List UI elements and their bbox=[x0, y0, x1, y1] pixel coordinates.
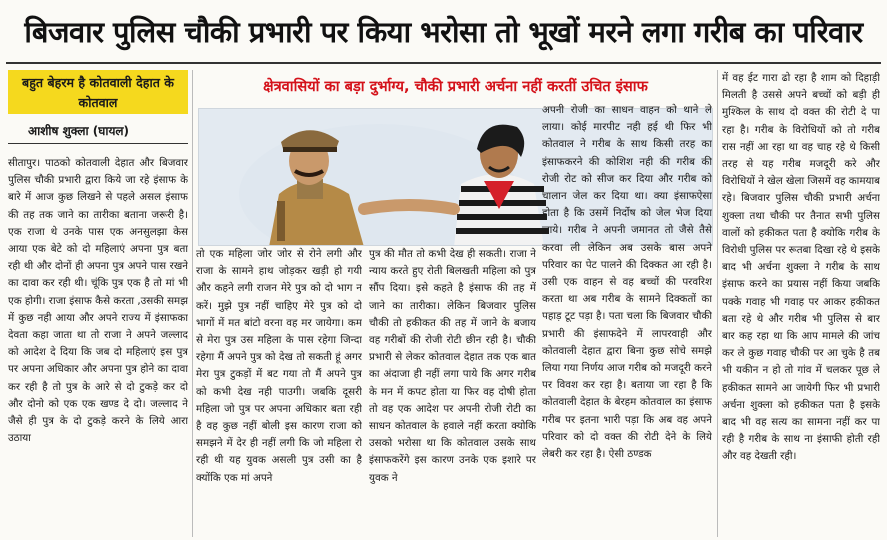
article-column-3: पुत्र की मौत तो कभी देख ही सकती। राजा ने न्याय करते हुए रोती बिलखती महिला को पुत्र सौंप दिया। इसे कहते है इंसाफ की तह में जाने का तारीका। लेकिन बिजवार पुलिस चौकी तो हकीकत की तह में जाने के बजाय वह गरीबों की रोजी रोटी छीन रही है। चौकी प्रभारी से लेकर कोतवाल देहात तक एक बात का अंदाजा ही नहीं लगा पाये कि अगर गरीब के मन में कपट होता या फिर वह दोषी होता तो वह एक आदेश पर अपनी रोजी रोटी का साधन कोतवाल के हवाले नहीं करता क्योकि उसको भरोसा था कि कोतवाल उसके साथ इंसाफकरेंगे इस कारण उनके एक इशारे पर युवक ने bbox=[369, 248, 536, 484]
article-column-5: में वह ईट गारा ढो रहा है शाम को दिहाड़ी मिलती है उससे अपने बच्चों को बड़ी ही मुश्किल के साथ दो वक्त की रोटी दे पा रहा है। गरीब के विरोधियों को तो गरीब रास नहीं आ रहा था वह चाह रहे थे किसी तरह से यह गरीब मजदूरी करे और विरोधियों ने खेल खेला जिसमें वह कामयाब रहे। बिजवार पुलिस चौकी प्रभारी अर्चना शुक्ला तथा चौकी पर तैनात सभी पुलिस वालों को हकीकत पता है क्योकि गरीब के विरोधी पुलिस पर रूतबा दिखा रहे थे इसके बाद भी अर्चना शुक्ला ने गरीब के साथ इंसाफ करने का प्रयास नहीं किया जबकि पक्के गवाह भी गवाह पर आकर हकीकत बता रहे थे और गरीब भी पुलिस से बार बार कह रहा था कि आप मामले की जांच कर ले कुछ गवाह चौकी पर आ चुके है तब भी यकीन न हो तो गांव में चलकर पूछ ले हकीकत सामने आ जायेगी फिर भी प्रभारी अर्चना शुक्ला को हकीकत पता है इसके बाद भी वह सत्य का सामना नहीं कर पा रही है गरीब के साथ ना इंसाफी होती रही और वह देखती रही। bbox=[722, 72, 880, 463]
article-column-2: तो एक महिला जोर जोर से रोने लगी और राजा के सामने हाथ जोड़कर खड़ी हो गयी और कहने लगी राजन मेरे पुत्र को दो भाग न करें। मुझे पुत्र नहीं चाहिए मेरे पुत्र को दो भागों में मत बांटो वरना वह मर जायेगा। कम से मेरा पुत्र उस महिला के पास रहेगा जिन्दा रहेगा मैं अपने पुत्र को देख तो सकती हूं अगर मेरा पुत्र टुकड़ों में बट गया तो मैं अपने पुत्र को कभी देख नही पाउगी। जबकि दूसरी महिला जो पुत्र पर अपना अधिकार बता रही है वह कुछ नहीं बोली इस कारण राजा को समझने में देर ही नहीं लगी कि जो महिला रो रही थी यह युवक असली पुत्र उसी का है क्योंकि एक मां अपने bbox=[196, 248, 362, 484]
article-column-1: सीतापुर। पाठको कोतवाली देहात और बिजवार पुलिस चौकी प्रभारी द्वारा किये जा रहे इंसाफ के बारे में आज कुछ लिखने से पहले असल इंसाफ की तह तक जाने का तारीका बताना जरूरी है। एक राजा थे उनके पास एक अनसुलझा केस आया एक बेटे को दो महिलाएं अपना पुत्र बता रही थी और दोनों ही अपना पुत्र अपने पास रखने का दावा कर रही थी। चूंकि पुत्र एक है तो मां भी एक होगी। राजा इंसाफ कैसे करता ,उसकी समझ में कुछ नही आया और अपने राज्य में इंसाफका देवता कहा जाता था तो राजा ने अपने जल्लाद को आदेश दे दिया कि जब दो महिलाएं इस पुत्र पर अपना अधिकार और अपना पुत्र होने का दावा कर रही है तो पुत्र के आरे से दो टुकड़े कर दो और दोनो को एक एक खण्ड दे दो। जल्लाद ने जैसे ही पुत्र के दो टुकड़े करने के लिये आरा उठाया bbox=[8, 157, 188, 445]
byline: आशीष शुक्ला (घायल) bbox=[8, 120, 188, 144]
article-column-4: अपनी रोजी का साधन वाहन को थाने ले लाया। कोई मारपीट नही हई थी फिर भी कोतवाल ने गरीब के साथ किसी तरह का इंसाफकरने की कोशिश नही की गरीब की रोजी रोट को सीज कर दिया और गरीब को चालान जेल कर दिया था। क्या इंसाफऐसा होता है कि उसमें निर्दोष को जेल भेज दिया जाये। गरीब ने अपनी जमानत तो जैसे तैसे करवा ली लेकिन अब उसके बास अपने परिवार का पेट पालने की दिक्कत आ रही है। उसी एक वाहन से वह बच्चों की परवरिश करता था अब गरीब के सामने दिक्कतों का पहाड़ टूट पड़ा है। पता चला कि बिजवार चौकी प्रभारी की इंसाफदेने में लापरवाही और कोतवाली देहात द्वारा बिना कुछ सोचे समझे लिया गया निर्णय आज गरीब को मजदूरी करने पर विवश कर रहा है। बताया जा रहा है कि कोतवाली देहात के बेरहम कोतवाल का इंसाफ गरीब पर इतना भारी पड़ा कि अब वह अपने परिवार को दो वक्त की रोटी देने के लिये लेबरी कर रहा है। ऐसी ठण्डक bbox=[542, 104, 712, 461]
column-divider bbox=[717, 70, 718, 537]
subheadline: क्षेत्रवासियों का बड़ा दुर्भाग्य, चौकी प्रभारी अर्चना नहीं करतीं उचित इंसाफ bbox=[263, 78, 648, 95]
headline-rule bbox=[6, 62, 881, 64]
column-divider bbox=[192, 70, 193, 537]
headline: बिजवार पुलिस चौकी प्रभारी पर किया भरोसा तो भूखों मरने लगा गरीब का परिवार bbox=[24, 14, 863, 49]
kicker-box: बहुत बेहरम है कोतवाली देहात के कोतवाल bbox=[8, 70, 188, 114]
